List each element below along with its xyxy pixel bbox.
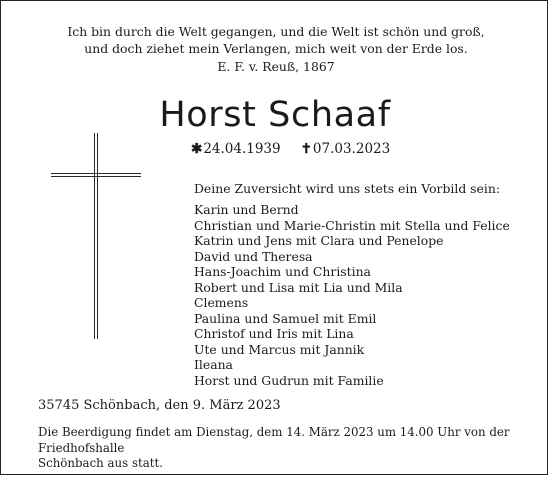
poem-line-1: Ich bin durch die Welt gegangen, und die Welt ist schön und groß,: [67, 24, 485, 39]
mourner-item: Paulina und Samuel mit Emil: [194, 310, 377, 326]
mourner-item: Ute und Marcus mit Jannik: [194, 341, 365, 357]
place-and-date: 35745 Schönbach, den 9. März 2023: [38, 398, 281, 413]
mourner-item: David und Theresa: [194, 248, 313, 264]
life-dates: [191, 141, 390, 157]
cross-junction: [94, 173, 98, 177]
funeral-line-1: Die Beerdigung findet am Dienstag, dem 14. März 2023 um 14.00 Uhr von der Friedhofshalle: [38, 425, 510, 455]
deceased-name: Horst Schaaf: [159, 95, 391, 135]
motto-text: Deine Zuversicht wird uns stets ein Vorbild sein:: [194, 181, 500, 196]
mourner-item: Katrin und Jens mit Clara und Penelope: [194, 233, 444, 248]
mourner-item: Horst und Gudrun mit Familie: [194, 372, 384, 388]
death-date: 07.03.2023: [312, 141, 391, 157]
birth-date: 24.04.1939: [203, 141, 281, 157]
poem-line-2: und doch ziehet mein Verlangen, mich weit von der Erde los.: [84, 41, 468, 57]
cross-icon: [51, 133, 141, 339]
mourner-item: Ileana: [194, 357, 233, 372]
birth-star-icon: ✱: [191, 141, 203, 157]
mourner-item: Christian und Marie-Christin mit Stella und Felice: [194, 217, 510, 233]
mourner-item: Clemens: [194, 295, 249, 310]
poem-block: [61, 23, 491, 75]
birth-date-group: [191, 141, 281, 157]
mourner-item: Hans-Joachim und Christina: [194, 264, 371, 279]
mourner-item: Christof und Iris mit Lina: [194, 326, 354, 341]
death-cross-icon: ✝: [300, 141, 312, 157]
mourner-item: Karin und Bernd: [194, 202, 299, 217]
death-date-group: [301, 141, 391, 157]
cross-vertical-beam: [94, 133, 98, 339]
mourners-list: [194, 202, 510, 388]
mourner-item: Robert und Lisa mit Lia und Mila: [194, 279, 403, 295]
poem-author: E. F. v. Reuß, 1867: [217, 58, 335, 74]
funeral-line-2: Schönbach aus statt.: [38, 456, 164, 470]
funeral-announcement: [38, 425, 518, 472]
